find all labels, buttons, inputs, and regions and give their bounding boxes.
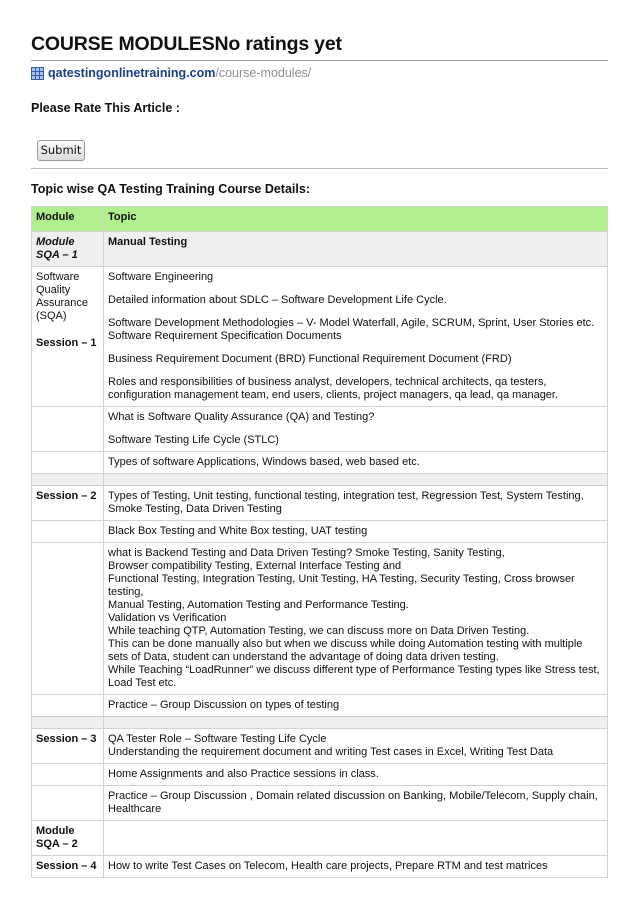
module-cell — [32, 407, 104, 452]
title-divider — [31, 60, 608, 61]
topic-line: Manual Testing, Automation Testing and Performance Testing. — [108, 599, 409, 611]
topic-cell: Practice – Group Discussion , Domain related discussion on Banking, Mobile/Telecom, Supply chain, Healthcare — [104, 786, 608, 821]
topic-line: Roles and responsibilities of business analyst, developers, technical architects, qa testers, configuration management team, end users, clients, project managers, qa lead, qa manager. — [108, 376, 559, 401]
topic-line: Software Engineering — [108, 271, 214, 283]
topic-cell — [104, 407, 608, 452]
page-title: COURSE MODULESNo ratings yet — [31, 33, 342, 55]
session-3-label: Session – 3 — [32, 729, 104, 764]
module-cell — [32, 695, 104, 717]
table-header-row — [32, 207, 608, 232]
topic-line: Software Testing Life Cycle (STLC) — [108, 434, 279, 446]
module-cell — [32, 543, 104, 695]
topic-manual-testing: Manual Testing — [104, 232, 608, 267]
topic-cell — [104, 543, 608, 695]
session-2-label: Session – 2 — [32, 486, 104, 521]
header-module: Module — [32, 207, 104, 232]
topic-line: QA Tester Role – Software Testing Life Cycle — [108, 733, 327, 745]
module-cell — [32, 764, 104, 786]
module-sqa-2: Module SQA – 2 — [32, 821, 104, 856]
module-cell — [32, 521, 104, 543]
topic-cell: Black Box Testing and White Box testing, UAT testing — [104, 521, 608, 543]
table-row — [32, 232, 608, 267]
table-row — [32, 452, 608, 474]
module-sqa-1: Module SQA – 1 — [32, 232, 104, 267]
table-row — [32, 856, 608, 878]
topic-line: While teaching QTP, Automation Testing, we can discuss more on Data Driven Testing. — [108, 625, 530, 637]
topic-cell: Types of software Applications, Windows based, web based etc. — [104, 452, 608, 474]
header-topic: Topic — [104, 207, 608, 232]
topic-line: This can be done manually also but when we discuss while doing Automation testing with multiple sets of Data, student can understand the advantage of doing data driven testing. — [108, 638, 583, 663]
table-row — [32, 543, 608, 695]
module-cell — [32, 786, 104, 821]
table-spacer-row — [32, 474, 608, 486]
table-row — [32, 267, 608, 407]
table-row — [32, 521, 608, 543]
table-row — [32, 695, 608, 717]
topic-line: Understanding the requirement document and writing Test cases in Excel, Writing Test Data — [108, 746, 554, 758]
table-row — [32, 729, 608, 764]
session-4-label: Session – 4 — [32, 856, 104, 878]
sqa-name: Software Quality Assurance (SQA) — [36, 271, 88, 322]
topic-cell: Practice – Group Discussion on types of testing — [104, 695, 608, 717]
module-cell — [32, 267, 104, 407]
topic-line: what is Backend Testing and Data Driven Testing? Smoke Testing, Sanity Testing, — [108, 547, 505, 559]
topic-line: Browser compatibility Testing, External Interface Testing and — [108, 560, 402, 572]
source-path[interactable]: /course-modules/ — [215, 66, 312, 80]
course-table — [31, 206, 608, 878]
source-link[interactable] — [31, 65, 311, 81]
topic-cell — [104, 821, 608, 856]
topic-line: Software Development Methodologies – V- Model Waterfall, Agile, SCRUM, Sprint, User Stories etc. — [108, 317, 595, 329]
topic-cell — [104, 267, 608, 407]
topic-cell: Home Assignments and also Practice sessions in class. — [104, 764, 608, 786]
topic-line: Business Requirement Document (BRD) Functional Requirement Document (FRD) — [108, 353, 512, 365]
section-divider — [31, 168, 608, 169]
table-row — [32, 786, 608, 821]
rate-label: Please Rate This Article : — [31, 101, 180, 115]
session-1-label: Session – 1 — [36, 337, 97, 349]
table-row — [32, 486, 608, 521]
source-domain[interactable]: qatestingonlinetraining.com — [48, 66, 216, 80]
module-cell — [32, 452, 104, 474]
topic-cell: Types of Testing, Unit testing, functional testing, integration test, Regression Test, System Testing, Smoke Testing, Data Driven Testing — [104, 486, 608, 521]
topic-cell — [104, 729, 608, 764]
topic-line: Software Requirement Specification Documents — [108, 330, 342, 342]
topic-line: Functional Testing, Integration Testing, Unit Testing, HA Testing, Security Testing, Cross browser testing, — [108, 573, 575, 598]
table-row — [32, 764, 608, 786]
table-row — [32, 821, 608, 856]
submit-button[interactable]: Submit — [37, 140, 85, 161]
table-row — [32, 407, 608, 452]
grid-site-icon — [31, 67, 44, 80]
topic-line: Detailed information about SDLC – Software Development Life Cycle. — [108, 294, 447, 306]
table-spacer-row — [32, 717, 608, 729]
topic-cell: How to write Test Cases on Telecom, Health care projects, Prepare RTM and test matrices — [104, 856, 608, 878]
topic-line: What is Software Quality Assurance (QA) and Testing? — [108, 411, 375, 423]
topic-line: Validation vs Verification — [108, 612, 227, 624]
topic-line: While Teaching “LoadRunner” we discuss different type of Performance Testing types like Stress test, Load Test etc. — [108, 664, 600, 689]
topic-heading: Topic wise QA Testing Training Course Details: — [31, 182, 310, 196]
